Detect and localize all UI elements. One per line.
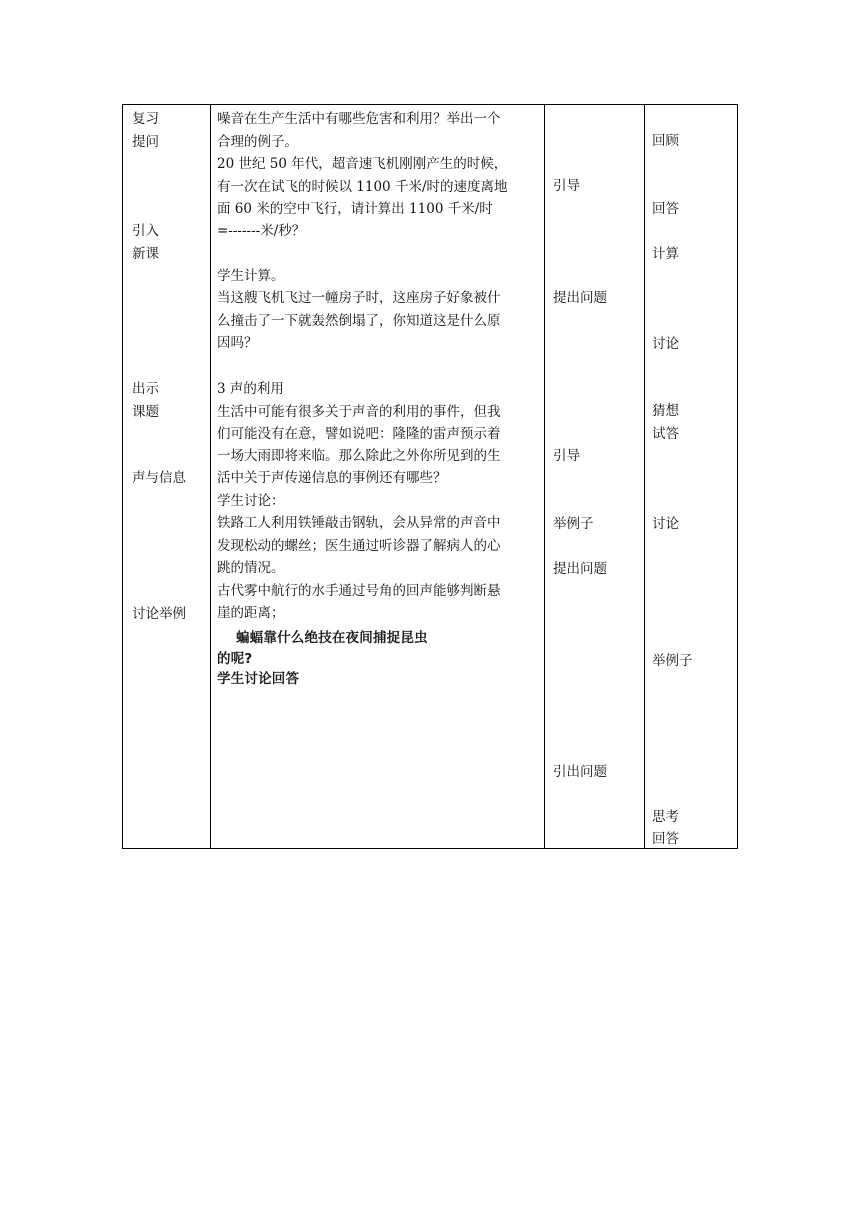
student-activity: 回答: [652, 201, 679, 217]
student-activity: 计算: [652, 246, 679, 262]
lesson-plan-table: [122, 104, 738, 849]
student-activity: 试答: [652, 426, 679, 442]
content-line: 们可能没有在意，譬如说吧：隆隆的雷声预示着: [217, 426, 501, 442]
content-line: 铁路工人利用铁锤敲击钢轨，会从异常的声音中: [217, 515, 501, 531]
content-line: 学生讨论：: [217, 493, 285, 509]
content-line: 崖的距离；: [217, 605, 285, 621]
student-activity: 举例子: [652, 653, 693, 669]
teacher-activity: 提出问题: [553, 561, 607, 577]
pasted-image-text: 蝙蝠靠什么绝技在夜间捕捉昆虫: [236, 630, 428, 646]
student-activity: 回顾: [652, 133, 679, 149]
stage-label: 讨论举例: [132, 606, 186, 622]
content-line: 噪音在生产生活中有哪些危害和利用？举出一个: [217, 111, 501, 127]
content-line: 当这艘飞机飞过一幢房子时，这座房子好象被什: [217, 290, 501, 306]
content-line: 发现松动的螺丝；医生通过听诊器了解病人的心: [217, 538, 501, 554]
student-activity: 思考: [652, 809, 679, 825]
content-line: 活中关于声传递信息的事例还有哪些？: [217, 470, 447, 486]
teacher-activity: 引导: [553, 448, 580, 464]
stage-label: 复习: [132, 111, 159, 127]
student-activity: 讨论: [652, 516, 679, 532]
content-line: 合理的例子。: [217, 134, 298, 150]
content-line: 么撞击了一下就轰然倒塌了，你知道这是什么原: [217, 313, 501, 329]
content-line: =-------米/秒？: [217, 223, 306, 239]
stage-label: 提问: [132, 134, 159, 150]
content-line: 一场大雨即将来临。那么除此之外你所见到的生: [217, 448, 501, 464]
content-line: 有一次在试飞的时候以 1100 千米/时的速度离地: [217, 179, 508, 195]
teacher-activity: 引出问题: [553, 764, 607, 780]
content-line: 20 世纪 50 年代，超音速飞机刚刚产生的时候，: [217, 156, 508, 172]
student-activity: 回答: [652, 831, 679, 847]
stage-label: 声与信息: [132, 470, 186, 486]
stage-label: 课题: [132, 404, 159, 420]
student-activity: 讨论: [652, 336, 679, 352]
content-line: 面 60 米的空中飞行，请计算出 1100 千米/时: [217, 201, 493, 217]
teacher-activity: 引导: [553, 178, 580, 194]
pasted-image-text: 学生讨论回答: [217, 671, 300, 687]
student-activity: 猜想: [652, 403, 679, 419]
pasted-image-text: 的呢?: [217, 651, 253, 667]
content-line: 学生计算。: [217, 268, 285, 284]
teacher-activity-column: [544, 105, 645, 848]
content-column: [210, 105, 545, 848]
content-line: 古代雾中航行的水手通过号角的回声能够判断悬: [217, 583, 501, 599]
content-line: 因吗？: [217, 335, 258, 351]
teacher-activity: 举例子: [553, 516, 594, 532]
stage-column: [123, 105, 211, 848]
stage-label: 引入: [132, 223, 159, 239]
teacher-activity: 提出问题: [553, 290, 607, 306]
content-line: 跳的情况。: [217, 560, 285, 576]
section-heading: 3 声的利用: [217, 381, 284, 397]
stage-label: 新课: [132, 246, 159, 262]
student-activity-column: [644, 105, 738, 848]
content-line: 生活中可能有很多关于声音的利用的事件，但我: [217, 404, 501, 420]
stage-label: 出示: [132, 381, 159, 397]
